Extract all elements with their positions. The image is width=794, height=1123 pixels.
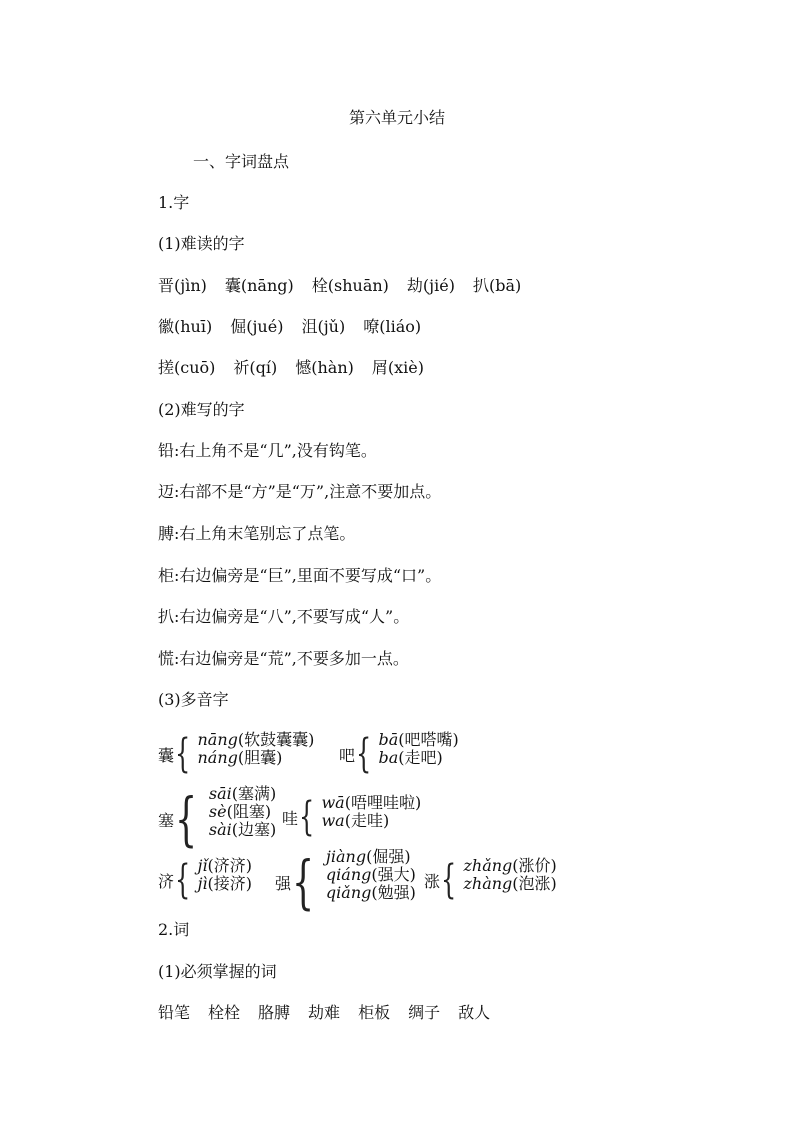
brace-icon: { [175,785,198,853]
pinyin: náng [197,748,238,767]
char-entry: 嘹(liáo) [363,317,422,336]
pinyin: sè [208,802,227,821]
example-word: (勉强) [371,883,416,902]
must-words-row [158,1003,490,1023]
polyphone-group [282,794,421,840]
hard-read-row [158,317,421,337]
char-entry: 沮(jǔ) [301,317,346,336]
polyphone-char: 涨 [424,871,441,891]
polyphone-char: 吧 [339,745,356,765]
word-entry: 劫难 [308,1003,341,1022]
example-word: (吧嗒嘴) [398,730,459,749]
hard-write-item: 慌:右边偏旁是“荒”,不要多加一点。 [158,649,409,668]
example-word: (泡涨) [512,874,557,893]
polyphone-heading: (3)多音字 [158,690,229,709]
pinyin: jì [197,874,208,893]
char-entry: 祈(qí) [233,358,278,377]
hard-write-item: 迈:右部不是“方”是“万”,注意不要加点。 [158,482,442,501]
brace-icon: { [175,731,191,777]
polyphone-char: 济 [158,871,175,891]
polyphone-char: 囊 [158,745,175,765]
section-heading: 一、字词盘点 [193,152,290,171]
pinyin: wa [321,811,345,830]
polyphone-group [275,848,416,916]
pinyin: sāi [208,784,232,803]
pinyin: zhǎng [463,856,513,875]
pinyin: jiàng [325,847,367,866]
pinyin: zhàng [463,874,513,893]
example-word: (强大) [371,865,416,884]
pinyin: ba [378,748,399,767]
example-word: (走吧) [398,748,443,767]
brace-icon: { [299,794,315,840]
word-entry: 胳膊 [258,1003,291,1022]
pinyin: bā [378,730,399,749]
char-entry: 囊(nāng) [224,276,294,295]
char-entry: 徽(huī) [158,317,213,336]
word-entry: 柜板 [358,1003,391,1022]
example-word: (塞满) [231,784,277,803]
polyphone-char: 塞 [158,810,175,830]
char-entry: 扒(bā) [472,276,522,295]
pinyin: wā [321,793,345,812]
example-word: (走哇) [344,811,390,830]
polyphone-char: 强 [275,873,292,893]
pinyin: sài [208,820,232,839]
pinyin: qiáng [325,865,372,884]
hard-write-heading: (2)难写的字 [158,400,245,419]
subsection-heading-words: 2.词 [158,920,190,939]
example-word: (涨价) [512,856,557,875]
polyphone-group [158,731,314,777]
char-entry: 搓(cuō) [158,358,216,377]
example-word: (倔强) [366,847,411,866]
brace-icon: { [441,857,457,903]
hard-read-row [158,358,424,378]
pinyin: qiǎng [325,883,372,902]
char-entry: 劫(jié) [406,276,455,295]
pinyin: nāng [197,730,238,749]
polyphone-group [158,785,276,853]
hard-write-item: 柜:右边偏旁是“巨”,里面不要写成“口”。 [158,566,442,585]
word-entry: 铅笔 [158,1003,191,1022]
char-entry: 屑(xiè) [371,358,424,377]
char-entry: 倔(jué) [230,317,284,336]
subsection-heading-chars: 1.字 [158,193,190,212]
word-entry: 绸子 [408,1003,441,1022]
example-word: (唔哩哇啦) [344,793,422,812]
example-word: (软鼓囊囊) [237,730,315,749]
example-word: (边塞) [231,820,277,839]
example-word: (接济) [207,874,253,893]
brace-icon: { [356,731,372,777]
hard-read-heading: (1)难读的字 [158,234,245,253]
polyphone-group [424,857,557,903]
example-word: (济济) [207,856,253,875]
hard-write-item: 膊:右上角末笔别忘了点笔。 [158,524,356,543]
word-entry: 栓栓 [208,1003,241,1022]
word-entry: 敌人 [458,1003,491,1022]
polyphone-group [158,857,252,903]
brace-icon: { [292,848,315,916]
example-word: (胆囊) [237,748,283,767]
example-word: (阻塞) [226,802,272,821]
char-entry: 晋(jìn) [158,276,207,295]
char-entry: 栓(shuān) [311,276,389,295]
char-entry: 憾(hàn) [295,358,354,377]
pinyin: jǐ [197,856,208,875]
hard-read-row [158,276,521,296]
hard-write-item: 铅:右上角不是“几”,没有钩笔。 [158,441,377,460]
hard-write-item: 扒:右边偏旁是“八”,不要写成“人”。 [158,607,410,626]
brace-icon: { [175,857,191,903]
polyphone-char: 哇 [282,808,299,828]
page-title: 第六单元小结 [348,108,445,127]
polyphone-group [339,731,459,777]
must-words-heading: (1)必须掌握的词 [158,962,277,981]
